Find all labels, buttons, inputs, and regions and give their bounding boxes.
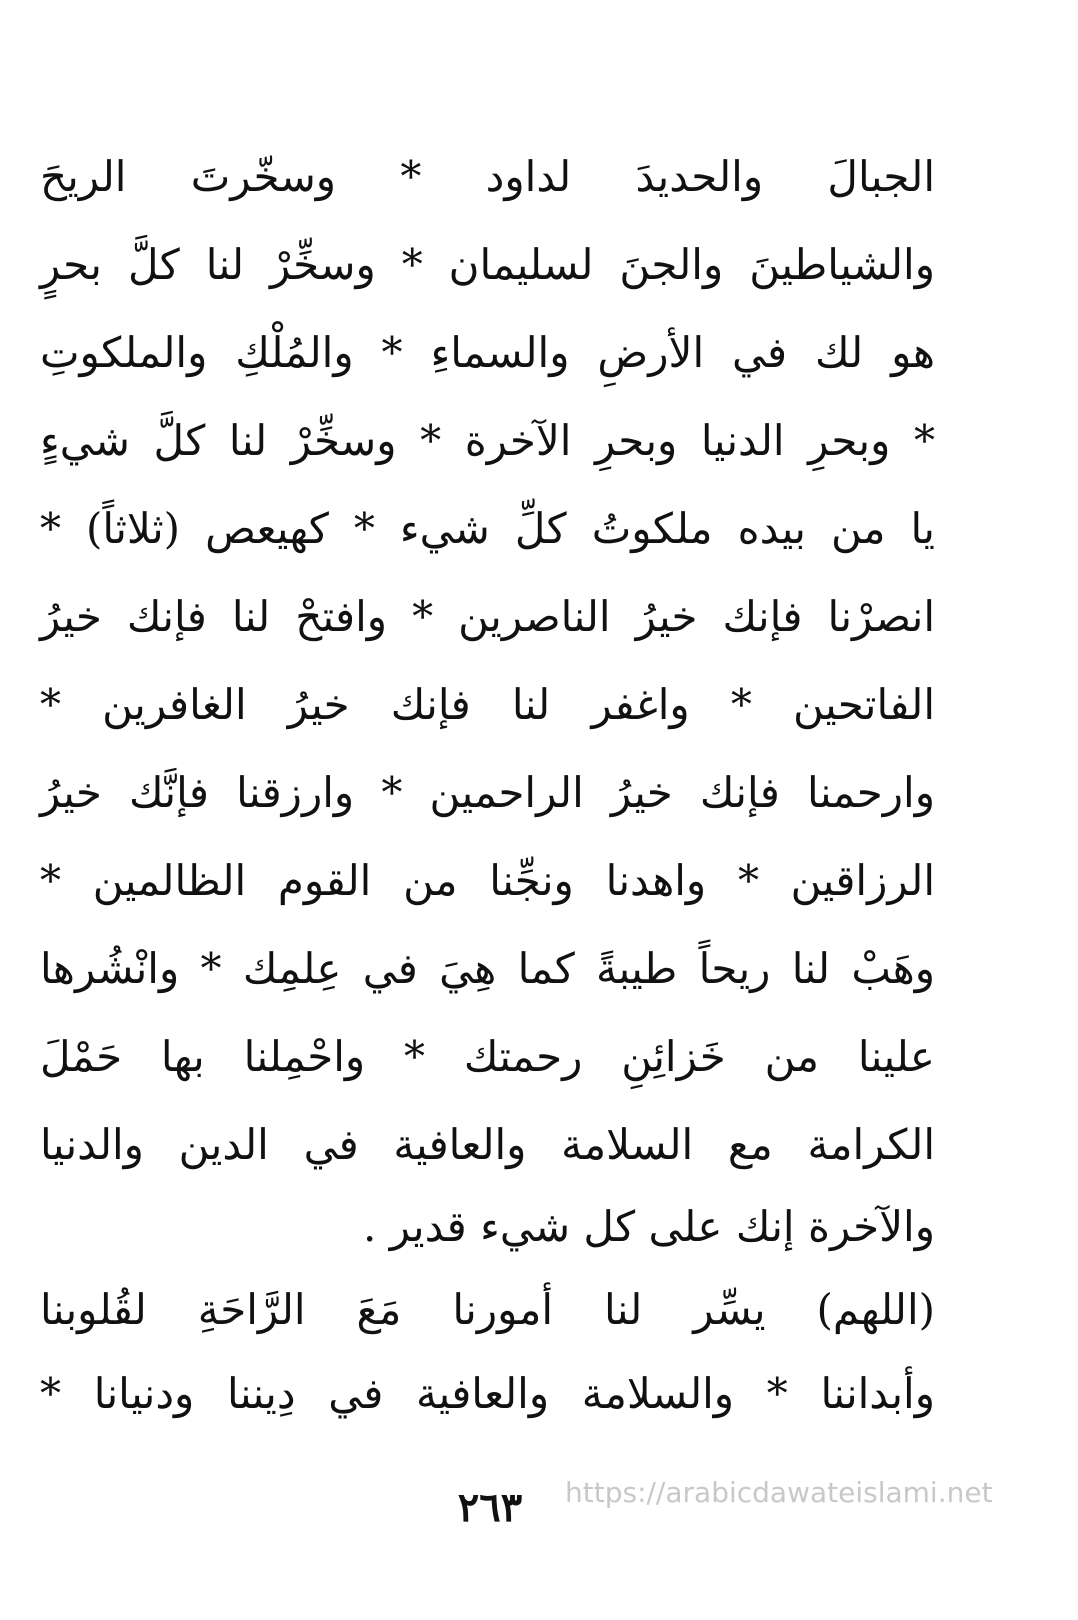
text-line: علينا من خَزائِنِ رحمتك * واحْمِلنا بها حَمْلَ [40,1032,935,1081]
text-line: الجبالَ والحديدَ لداود * وسخّرتَ الريحَ [40,152,935,201]
text-line: والشياطينَ والجنَ لسليمان * وسخِّرْ لنا كلَّ بحرٍ [40,240,935,289]
text-line: وارحمنا فإنك خيرُ الراحمين * وارزقنا فإنَّك خيرُ [40,768,935,817]
paragraph-1 [40,135,935,1251]
paragraph-2 [40,1268,935,1448]
text-line: (اللهم) يسِّر لنا أمورنا مَعَ الرَّاحَةِ لقُلوبنا [40,1285,935,1334]
watermark-url: https://arabicdawateislami.net [565,1476,993,1509]
text-line: انصرْنا فإنك خيرُ الناصرين * وافتحْ لنا فإنك خيرُ [40,592,935,641]
text-line: الرزاقين * واهدنا ونجِّنا من القوم الظالمين * [40,856,935,905]
text-line: الفاتحين * واغفر لنا فإنك خيرُ الغافرين * [40,680,935,729]
text-line: يا من بيده ملكوتُ كلِّ شيء * كهيعص (ثلاثاً) * [40,504,935,553]
page-number: ٢٦٣ [457,1484,523,1531]
text-line: * وبحرِ الدنيا وبحرِ الآخرة * وسخِّرْ لنا كلَّ شيءٍ [40,416,935,465]
text-line: وأبداننا * والسلامة والعافية في دِيننا ودنيانا * [40,1369,935,1418]
text-line: الكرامة مع السلامة والعافية في الدين والدنيا [40,1120,935,1169]
text-line: وهَبْ لنا ريحاً طيبةً كما هِيَ في عِلمِك * وانْشُرها [40,944,935,993]
text-line: هو لك في الأرضِ والسماءِ * والمُلْكِ والملكوتِ [40,328,935,377]
text-line: والآخرة إنك على كل شيء قدير . [363,1202,935,1251]
